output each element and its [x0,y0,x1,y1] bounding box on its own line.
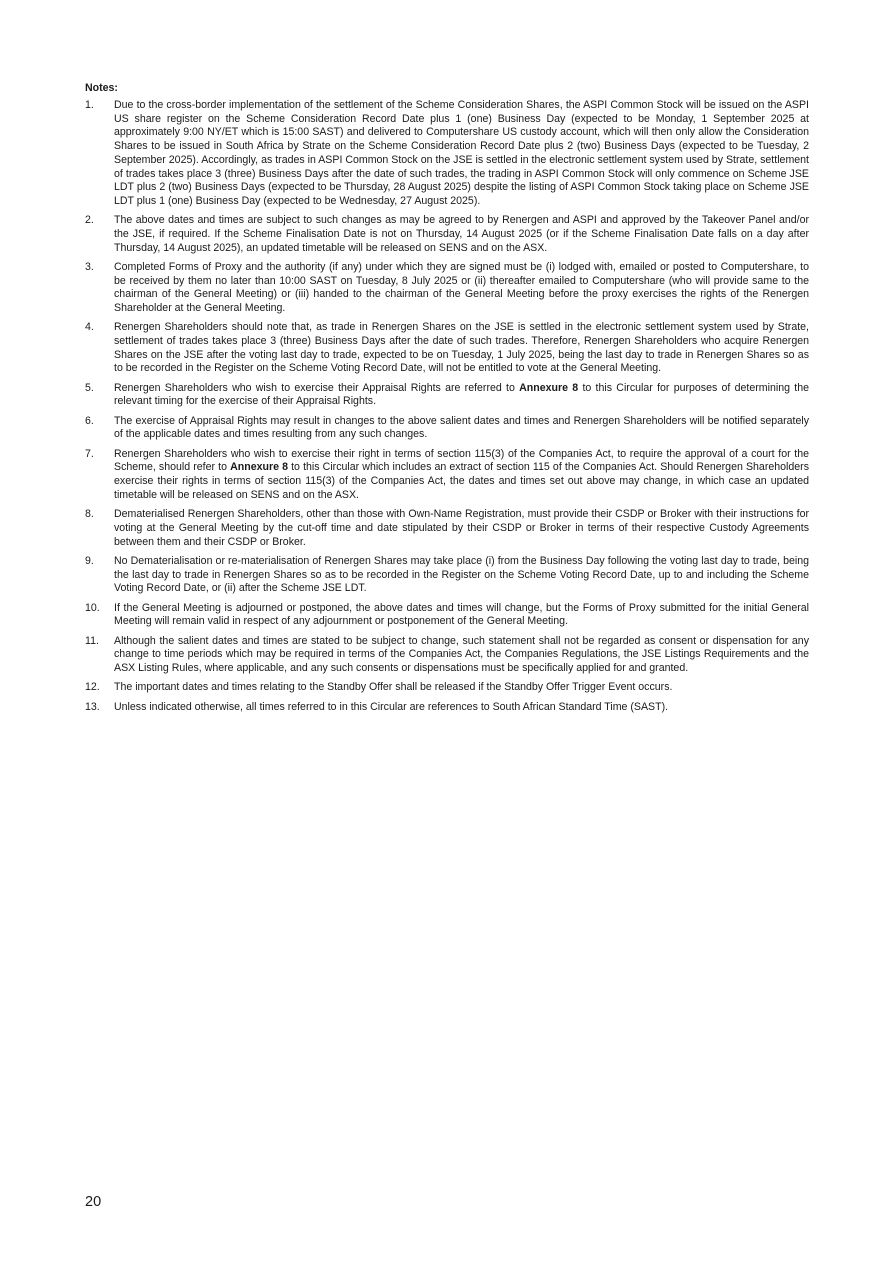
page-number: 20 [85,1194,102,1210]
note-text-part: No Dematerialisation or re-materialisation of Renergen Shares may take place (i) from the Business Day following the voting last day to trade, being the last day to trade in Renergen Shares so as to be recorded in the Register on the Scheme Voting Record Date, up to and including the Scheme Voting Record Date, or (ii) after the Scheme JSE LDT. [114,554,809,595]
note-text-part: The above dates and times are subject to such changes as may be agreed to by Renergen and ASPI and approved by the Takeover Panel and/or the JSE, if required. If the Scheme Finalisation Date is not on Thursday, 14 August 2025 (or if the Scheme Finalisation Date falls on a day after Thursday, 14 August 2025), an updated timetable will be released on SENS and on the ASX. [114,214,809,254]
note-text [114,214,809,255]
note-item [85,448,809,503]
note-text [114,448,809,503]
note-item [85,602,809,629]
note-text [114,508,809,549]
note-number: 7. [85,447,94,460]
note-number: 11. [85,634,99,647]
note-text [114,382,809,409]
note-text [114,99,809,209]
note-text-part: Unless indicated otherwise, all times referred to in this Circular are references to South African Standard Time (SAST). [114,700,669,713]
note-text-part: The important dates and times relating to the Standby Offer shall be released if the Standby Offer Trigger Event occurs. [114,681,673,694]
note-text-part: to this Circular which includes an extract of section 115 of the Companies Act. Should Renergen Shareholders exercise their rights in terms of section 115(3) of the Companies Act, the dates and times set out above may change, in which case an updated timetable will be released on SENS and on the ASX. [114,461,809,501]
note-number: 1. [85,99,94,111]
note-number: 6. [85,414,94,427]
note-text [114,321,809,376]
note-text-part: Due to the cross-border implementation of the settlement of the Scheme Consideration Shares, the ASPI Common Stock will be issued on the ASPI US share register on the Scheme Consideration Record Date plus 1 (one) Business Day (expected to be Monday, 1 September 2025 at approximately 9:00 NY/ET which is 15:00 SAST) and delivered to Computershare US custody account, which will then only allow the Consideration Shares to be issued in South Africa by Strate on the Scheme Consideration Record Date plus 2 (two) Business Days (expected to be Tuesday, 2 September 2025). Accordingly, as trades in ASPI Common Stock on the JSE is settled in the electronic settlement system used by Strate, settlement of trades takes place 3 (three) Business Days after the date of such trades, the trading in ASPI Common Stock will only commence on Scheme JSE LDT plus 2 (two) Business Days (expected to be Thursday, 28 August 2025) despite the listing of ASPI Common Stock taking place on Scheme JSE LDT plus 1 (one) Business Day (expected to be Wednesday, 27 August 2025). [114,99,809,207]
annexure-reference: Annexure 8 [230,461,288,474]
note-number: 9. [85,554,94,567]
note-number: 3. [85,260,94,273]
note-item [85,415,809,442]
note-number: 8. [85,508,94,521]
note-item [85,681,809,695]
note-text-part: Dematerialised Renergen Shareholders, other than those with Own-Name Registration, must provide their CSDP or Broker with their instructions for voting at the General Meeting by the cut-off time and date stipulated by their CSDP or Broker in terms of their respective Custody Agreements between them and their CSDP or Broker. [114,508,809,548]
notes-list [85,99,809,720]
note-item [85,214,809,255]
note-item [85,261,809,316]
note-text [114,555,809,596]
note-item [85,701,809,715]
annexure-reference: Annexure 8 [519,381,579,394]
note-text [114,602,809,629]
note-text [114,701,809,715]
note-text [114,415,809,442]
note-text [114,261,809,316]
note-item [85,321,809,376]
note-text-part: Although the salient dates and times are stated to be subject to change, such statement shall not be regarded as consent or dispensation for any change to time periods which may be required in terms of the Companies Act, the Companies Regulations, the JSE Listings Requirements and the ASX Listing Rules, where applicable, and any such consents or dispensations must be specifically applied for and granted. [114,634,809,674]
note-item [85,555,809,596]
note-text-part: Renergen Shareholders who wish to exercise their right in terms of section 115(3) of the Companies Act, to require the approval of a court for the Scheme, should refer to [114,447,809,474]
note-item [85,99,809,209]
note-number: 12. [85,681,100,694]
note-item [85,635,809,676]
notes-heading: Notes: [85,82,118,94]
note-text-part: Renergen Shareholders who wish to exercise their Appraisal Rights are referred to [114,381,520,394]
note-item [85,382,809,409]
note-number: 5. [85,381,94,394]
note-number: 10. [85,601,100,614]
note-text-part: to this Circular for purposes of determining the relevant timing for the exercise of their Appraisal Rights. [114,381,809,408]
note-text [114,635,809,676]
note-text-part: Completed Forms of Proxy and the authority (if any) under which they are signed must be (i) lodged with, emailed or posted to Computershare, to be received by them no later than 10:00 SAST on Tuesday, 8 July 2025 or (ii) thereafter emailed to Computershare (who will provide same to the chairman of the General Meeting) or (iii) handed to the chairman of the General Meeting before the proxy exercises the rights of the Renergen Shareholder at the General Meeting. [114,260,809,315]
note-item [85,508,809,549]
note-text-part: Renergen Shareholders should note that, as trade in Renergen Shares on the JSE is settled in the electronic settlement system used by Strate, settlement of trades takes place 3 (three) Business Days after the date of such trades. Therefore, Renergen Shareholders who acquire Renergen Shares on the JSE after the voting last day to trade, expected to be on Tuesday, 1 July 2025, being the last day to trade in Renergen Shares so as to be recorded in the Register on the Scheme Voting Record Date, will not be entitled to vote at the General Meeting. [114,321,809,375]
note-number: 2. [85,214,94,227]
note-number: 13. [85,700,100,713]
note-text-part: If the General Meeting is adjourned or postponed, the above dates and times will change, but the Forms of Proxy submitted for the initial General Meeting will remain valid in respect of any adjournment or postponement of the General Meeting. [114,601,809,628]
note-text-part: The exercise of Appraisal Rights may result in changes to the above salient dates and times and Renergen Shareholders will be notified separately of the applicable dates and times resulting from any such changes. [114,414,809,441]
note-number: 4. [85,321,94,334]
note-text [114,681,809,695]
